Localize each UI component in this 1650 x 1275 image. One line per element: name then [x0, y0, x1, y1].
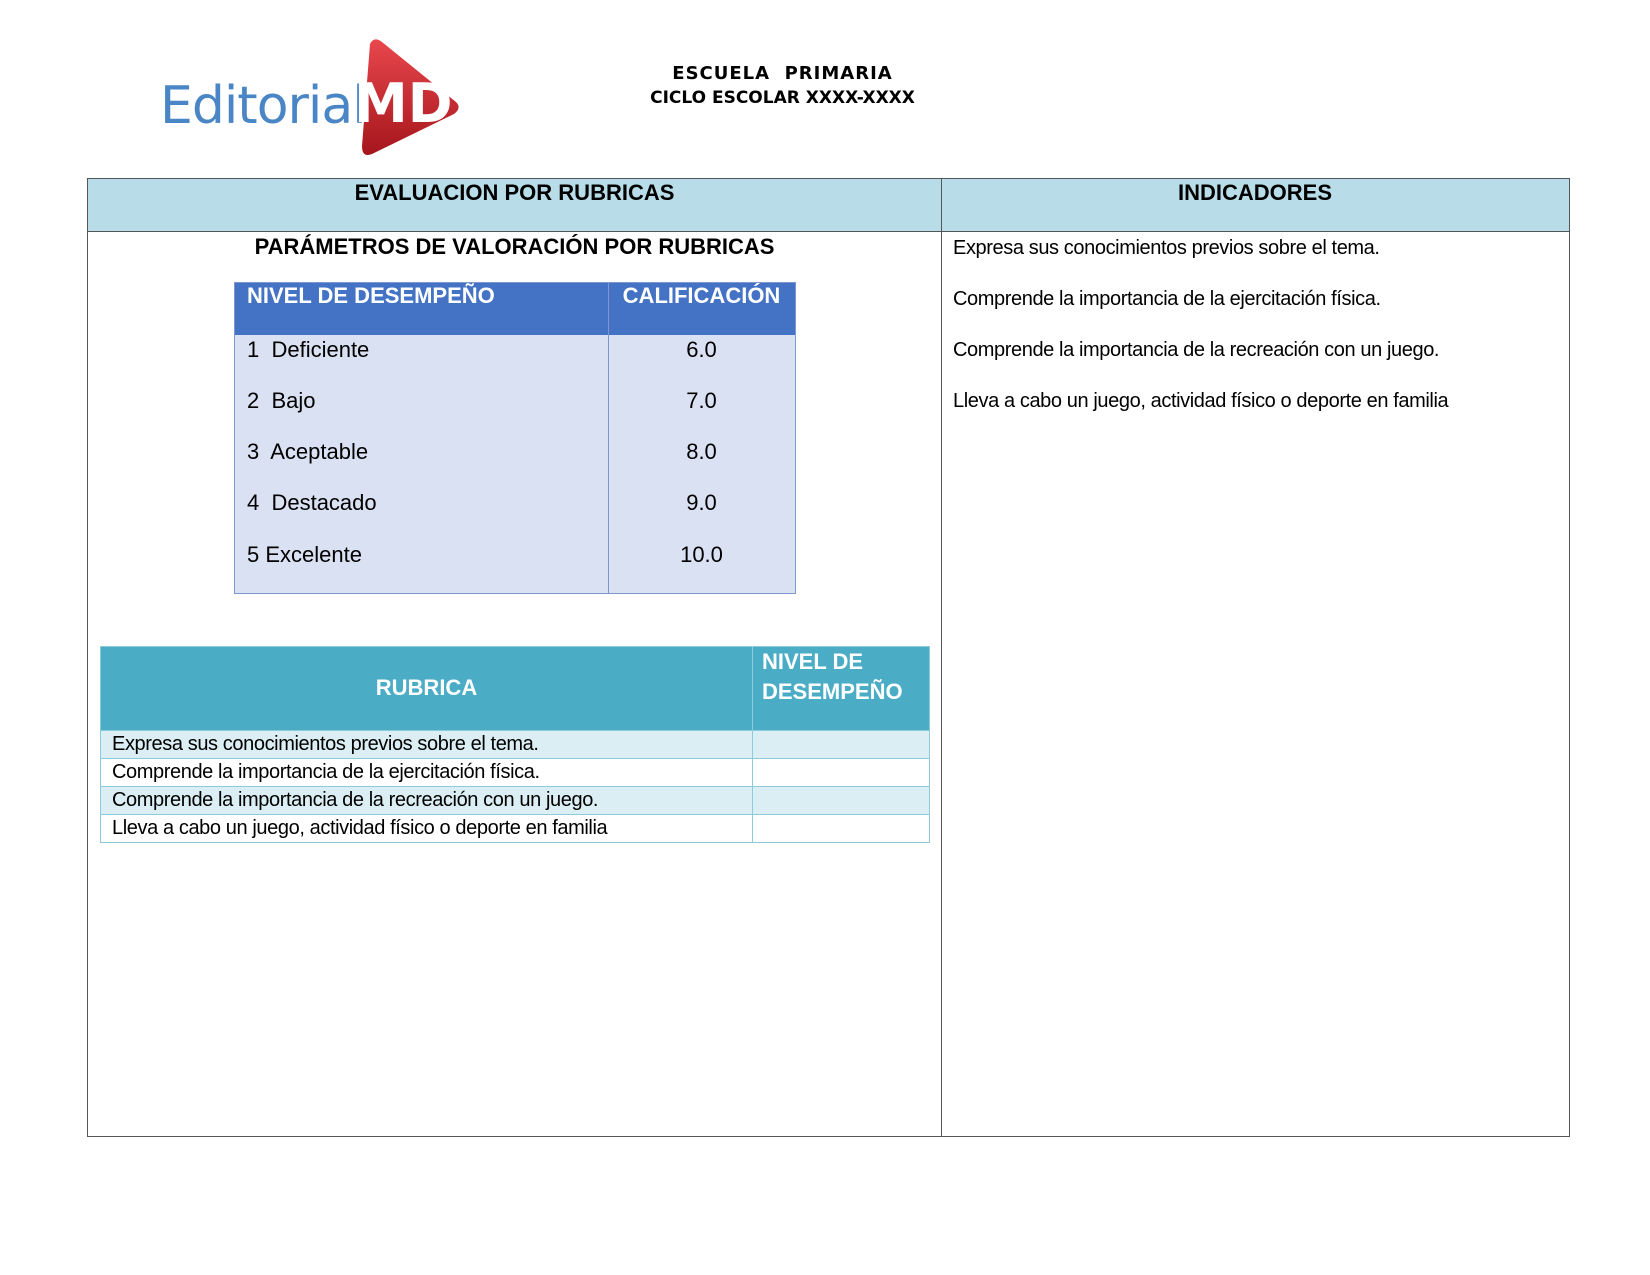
table-row [235, 540, 795, 591]
school-name: ESCUELA PRIMARIA [672, 63, 893, 84]
logo-mark-text: MD [354, 72, 453, 135]
level-score: 7.0 [686, 388, 717, 413]
list-item: Comprende la importancia de la ejercitación física. [953, 288, 1381, 310]
evaluation-header: EVALUACION POR RUBRICAS [88, 179, 941, 232]
play-triangle-logo-icon [350, 38, 462, 156]
rubric-col-level-line2: DESEMPEÑO [762, 679, 903, 704]
rubric-criterion: Comprende la importancia de la recreación con un juego. [112, 789, 599, 811]
table-row [235, 335, 795, 386]
table-row [235, 437, 795, 488]
list-item: Lleva a cabo un juego, actividad físico o deporte en familia [953, 390, 1449, 412]
indicators-header: INDICADORES [941, 179, 1569, 232]
table-row [101, 786, 929, 814]
level-name: 4 Destacado [247, 490, 377, 515]
rubric-criterion: Expresa sus conocimientos previos sobre el tema. [112, 733, 539, 755]
table-row [235, 386, 795, 437]
rubric-level-cell[interactable] [752, 787, 930, 814]
levels-col-level: NIVEL DE DESEMPEÑO [235, 283, 608, 335]
level-score: 8.0 [686, 439, 717, 464]
params-title: PARÁMETROS DE VALORACIÓN POR RUBRICAS [254, 234, 775, 259]
table-row [101, 814, 929, 842]
rubric-criterion: Comprende la importancia de la ejercitación física. [112, 761, 540, 783]
list-item: Expresa sus conocimientos previos sobre el tema. [953, 237, 1380, 259]
rubric-col-rubric: RUBRICA [375, 675, 478, 700]
level-score: 10.0 [680, 542, 723, 567]
rubric-level-cell[interactable] [752, 815, 930, 842]
level-score: 9.0 [686, 490, 717, 515]
table-row [101, 758, 929, 786]
level-score: 6.0 [686, 337, 717, 362]
rubric-col-level-line1: NIVEL DE [762, 649, 864, 674]
table-row [235, 488, 795, 539]
rubric-table [100, 646, 930, 843]
logo-text: Editorial [160, 76, 366, 136]
level-name: 3 Aceptable [247, 439, 369, 464]
column-divider [941, 179, 942, 1136]
rubric-header-row [101, 647, 929, 730]
school-cycle: CICLO ESCOLAR XXXX-XXXX [650, 88, 915, 108]
list-item: Comprende la importancia de la recreación con un juego. [953, 339, 1440, 361]
table-row [101, 730, 929, 758]
rubric-level-cell[interactable] [752, 759, 930, 786]
performance-levels-table [234, 282, 796, 594]
level-name: 5 Excelente [247, 542, 362, 567]
editorial-md-logo [160, 38, 460, 158]
level-name: 1 Deficiente [247, 337, 370, 362]
levels-col-score: CALIFICACIÓN [608, 283, 795, 335]
rubric-criterion: Lleva a cabo un juego, actividad físico o deporte en familia [112, 817, 608, 839]
rubric-col-level [762, 647, 927, 707]
school-header [600, 62, 965, 110]
indicators-list [953, 232, 1553, 436]
level-name: 2 Bajo [247, 388, 316, 413]
rubric-header-divider [752, 647, 753, 730]
rubric-level-cell[interactable] [752, 731, 930, 758]
evaluation-table [87, 178, 1570, 1137]
